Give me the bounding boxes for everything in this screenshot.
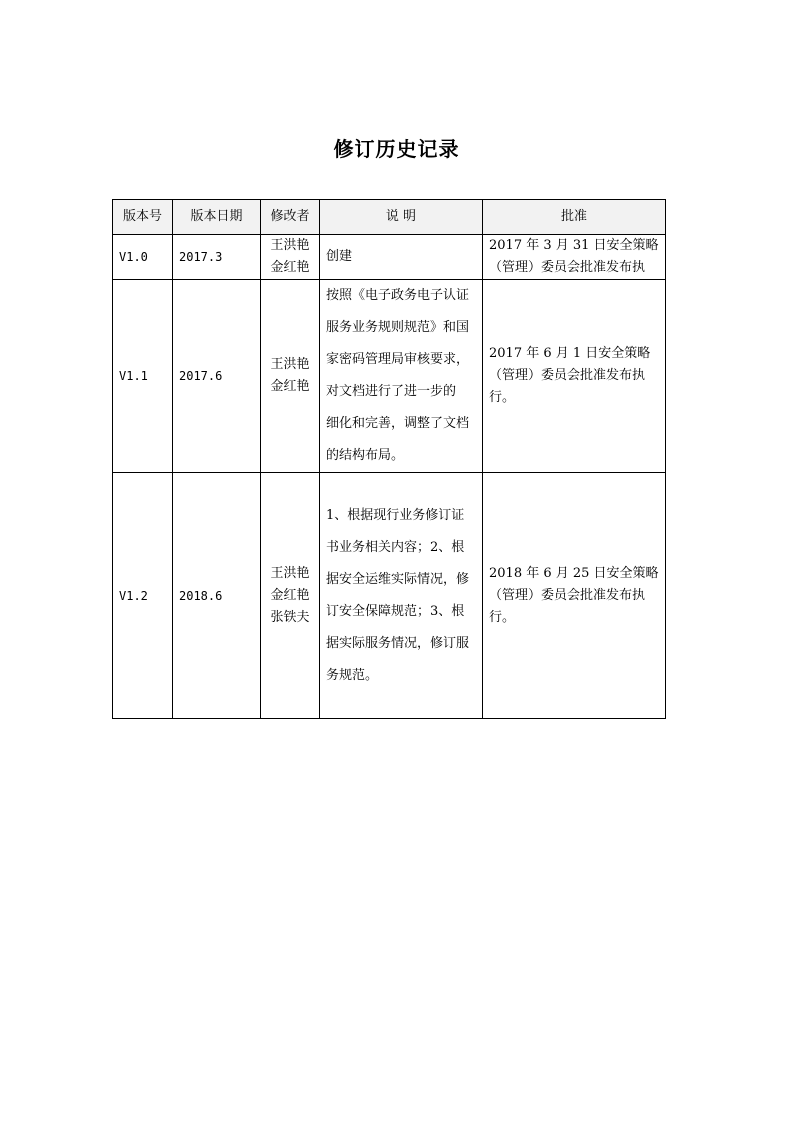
table-header-row (113, 200, 666, 235)
header-date: 版本日期 (173, 200, 261, 235)
approval-cell (483, 280, 666, 473)
page-title: 修订历史记录 (333, 137, 460, 161)
approval-line: 行。 (489, 609, 516, 625)
approval-line: 2018 年 6 月 25 日安全策略 (489, 565, 659, 581)
description-line: 细化和完善，调整了文档 (326, 416, 470, 431)
approval-cell (483, 235, 666, 280)
author-cell (261, 473, 320, 719)
description-line: 按照《电子政务电子认证 (326, 288, 470, 303)
description-cell (320, 473, 483, 719)
header-description: 说 明 (320, 200, 483, 235)
date-cell: 2017.3 (173, 235, 261, 280)
version-cell: V1.0 (113, 235, 173, 280)
author-name: 金红艳 (270, 587, 310, 603)
header-author: 修改者 (261, 200, 320, 235)
description-cell (320, 235, 483, 280)
revision-history-table (112, 199, 666, 719)
author-cell (261, 235, 320, 280)
approval-line: 行。 (489, 390, 516, 405)
description-line: 服务业务规则规范》和国 (326, 320, 470, 335)
approval-line: （管理）委员会批准发布执 (489, 587, 646, 603)
version-cell: V1.2 (113, 473, 173, 719)
approval-line: （管理）委员会批准发布执 (489, 368, 646, 383)
table-row (113, 473, 666, 719)
description-line: 务规范。 (326, 667, 379, 683)
author-name: 王洪艳 (270, 238, 310, 253)
description-line: 家密码管理局审核要求， (326, 352, 470, 367)
approval-line: （管理）委员会批准发布执 (489, 260, 646, 275)
date-cell: 2018.6 (173, 473, 261, 719)
description-line: 订安全保障规范；3、根 (326, 603, 465, 619)
approval-line: 2017 年 3 月 31 日安全策略 (489, 238, 659, 253)
author-name: 张铁夫 (270, 609, 310, 625)
description-line: 的结构布局。 (326, 448, 405, 463)
table-row (113, 280, 666, 473)
description-cell (320, 280, 483, 473)
version-cell: V1.1 (113, 280, 173, 473)
description-line: 据实际服务情况，修订服 (326, 635, 470, 651)
description-line: 据安全运维实际情况，修 (326, 571, 470, 587)
approval-cell (483, 473, 666, 719)
author-name: 王洪艳 (270, 357, 310, 372)
author-name: 金红艳 (270, 260, 310, 275)
description-line: 对文档进行了进一步的 (326, 384, 457, 399)
approval-line: 2017 年 6 月 1 日安全策略 (489, 346, 651, 361)
author-name: 金红艳 (270, 379, 310, 394)
header-version: 版本号 (113, 200, 173, 235)
table-row (113, 235, 666, 280)
date-cell: 2017.6 (173, 280, 261, 473)
description-line: 书业务相关内容；2、根 (326, 539, 465, 555)
description-line: 1、根据现行业务修订证 (326, 507, 465, 523)
header-approval: 批准 (483, 200, 666, 235)
author-name: 王洪艳 (270, 565, 310, 581)
author-cell (261, 280, 320, 473)
description-line: 创建 (326, 249, 353, 264)
